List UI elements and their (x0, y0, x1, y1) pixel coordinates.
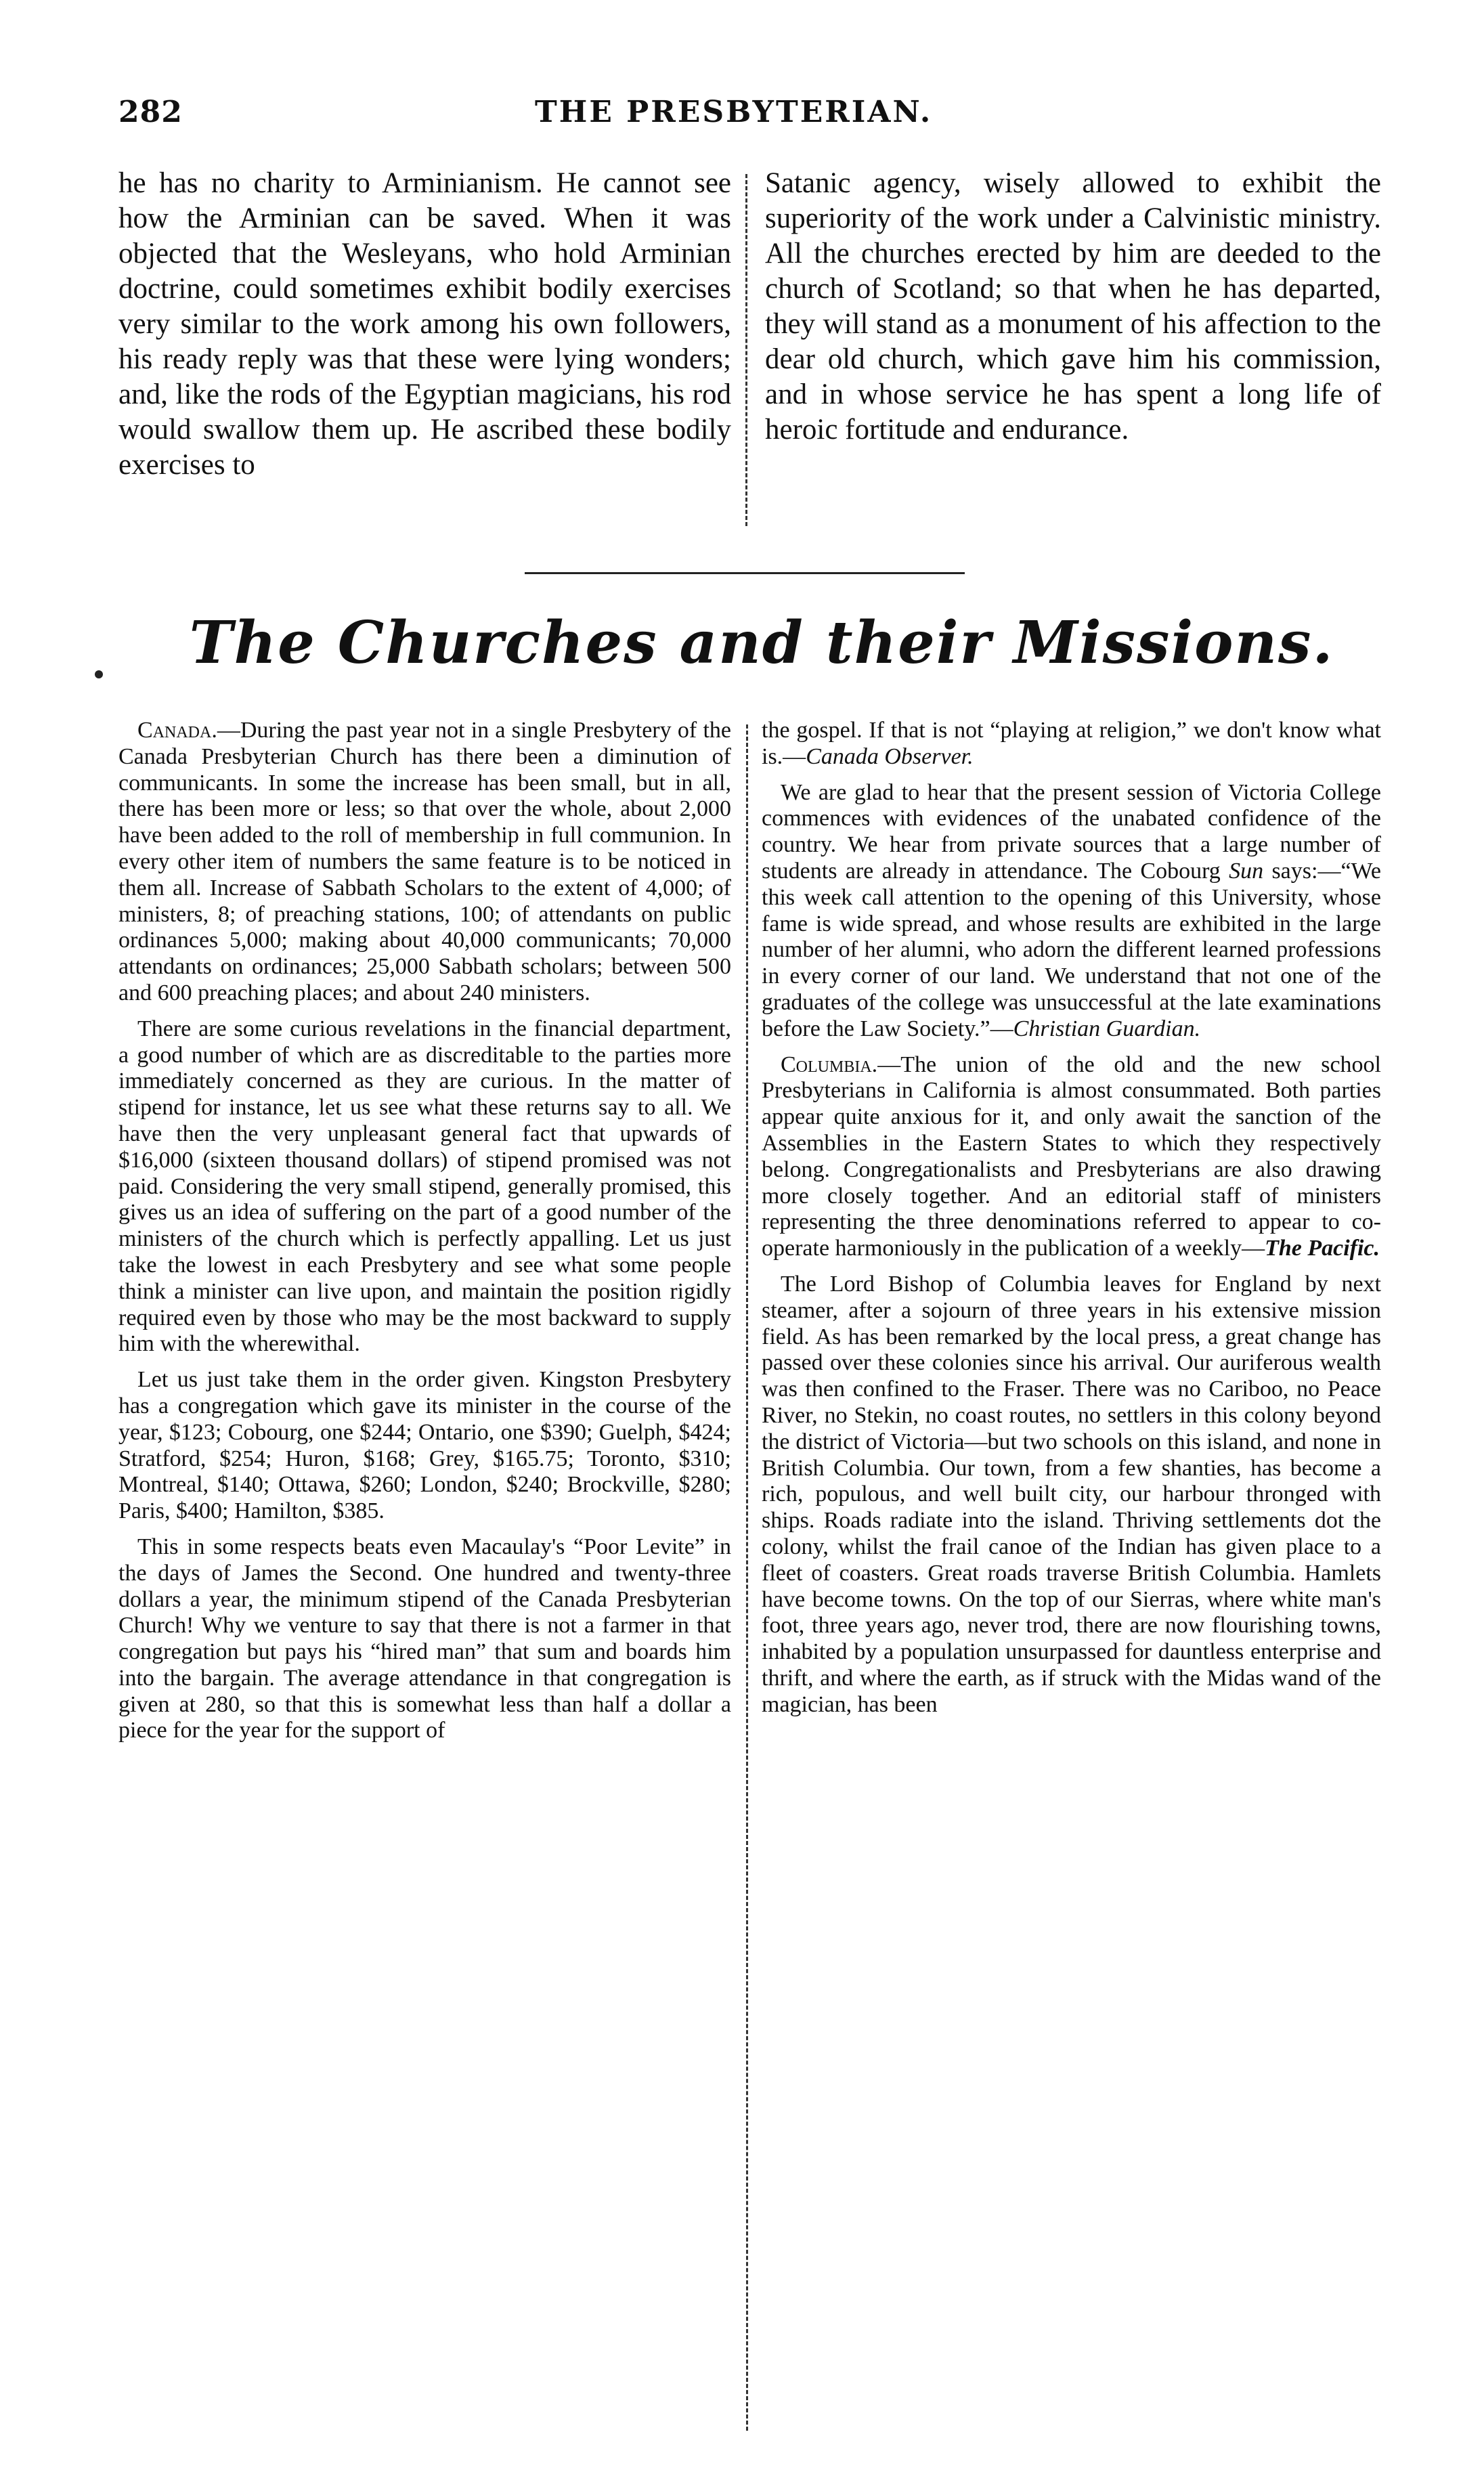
continued-article-right-column: Satanic agency, wisely allowed to exhibit the superiority of the work under a Calvinistic ministry. All the churches erected by him are deeded to the church of Scotland; so that when he has departed, they will stand as a monument of his affection to the dear old church, which gave him his commission, and in whose service he has spent a long life of heroic fortitude and endurance. (765, 167, 1381, 446)
section-heading: The Churches and their Missions. (189, 609, 1334, 677)
columbia-paragraph-2: The Lord Bishop of Columbia leaves for England by next steamer, after a sojourn of three years in his extensive mission field. As has been remarked by the local press, a great change has passed over these colonies since his arrival. Our auriferous wealth was then confined to the Fraser. There was no Cariboo, no Peace River, no Stekin, no coast routes, no settlers in this colony beyond the district of Victoria—but two schools on this island, and none in British Columbia. Our town, from a few shanties, has become a rich, populous, and well built city, our harbour thronged with ships. Roads radiate into the island. Thriving settlements dot the colony, whilst the frail canoe of the Indian has given place to a fleet of coasters. Great roads traverse British Columbia. Hamlets have become towns. On the top of our Sierras, where white man's foot, three years ago, never trod, there are now flourishing towns, inhabited by a population unsurpassed for dauntless enterprise and thrift, and where the earth, as if struck with the Midas wand of the magician, has been (762, 1271, 1381, 1717)
canada-paragraph-1 (118, 718, 731, 1007)
citation: Canada Observer. (806, 743, 974, 769)
section-rule (525, 572, 965, 574)
page-header (118, 95, 1405, 135)
right-column (762, 718, 1381, 1727)
margin-mark (95, 670, 103, 678)
canada-lead: Canada. (137, 718, 217, 743)
running-title: THE PRESBYTERIAN. (535, 95, 933, 129)
column-divider (745, 174, 747, 526)
canada-paragraph-3: Let us just take them in the order given. Kingston Presbytery has a congregation which gave its minister in the course of the year, $123; Cobourg, one $244; Ontario, one $390; Guelph, $424; Stratford, $254; Huron, $168; Grey, $165.75; Toronto, $310; Montreal, $140; Ottawa, $260; London, $240; Brockville, $280; Paris, $400; Hamilton, $385. (118, 1367, 731, 1524)
continued-article-left-column: he has no charity to Arminianism. He cannot see how the Arminian can be saved. When it was objected that the Wesleyans, who hold Arminian doctrine, could sometimes exhibit bodily exercises very similar to the work among his own followers, his ready reply was that these were lying wonders; and, like the rods of the Egyptian magicians, his rod would swallow them up. He ascribed these bodily exercises to (118, 167, 731, 481)
left-column (118, 718, 731, 1754)
columbia-lead: Columbia. (781, 1051, 878, 1077)
canada-paragraph-1-text: —During the past year not in a single Presbytery of the Canada Presbyterian Church has there been a diminution of communicants. In some the increase has been small, but in all, there has been more or less; so that over the whole, about 2,000 have been added to the roll of membership in full communion. In every other item of numbers the same feature is to be noticed in them all. Increase of Sabbath Scholars to the extent of 4,000; of ministers, 8; of preaching stations, 100; of attendants on public ordinances 5,000; making about 40,000 communicants; 70,000 attendants on ordinances; 25,000 Sabbath scholars; between 500 and 600 preaching places; and about 240 ministers. (118, 718, 731, 1005)
continued-paragraph-text: the gospel. If that is not “playing at religion,” we don't know what is.— (762, 718, 1381, 769)
victoria-text-1: We are glad to hear that the present session of Victoria College commences with evidences of the unabated confidence of the country. We hear from private sources that a large number of students are already in attendance. The Cobourg (762, 779, 1381, 884)
columbia-paragraph-1 (762, 1052, 1381, 1262)
victoria-college-paragraph (762, 780, 1381, 1043)
page-number: 282 (118, 95, 183, 129)
missions-article (118, 718, 1405, 2437)
canada-paragraph-4: This in some respects beats even Macaulay's “Poor Levite” in the days of James the Second. One hundred and twenty-three dollars a year, the minimum stipend of the Canada Presbyterian Church! Why we venture to say that there is not a farmer in that congregation but pays his “hired man” that sum and boards him into the bargain. The average attendance in that congregation is given at 280, so that this is somewhat less than half a dollar a piece for the year for the support of (118, 1534, 731, 1743)
columbia-paragraph-1-text: —The union of the old and the new school Presbyterians in California is almost consummated. Both parties appear quite anxious for it, and only await the sanction of the Assemblies in the Eastern States to which they respectively belong. Congregationalists and Presbyterians are also drawing more closely together. And an editorial staff of ministers representing the three denominations referred to appear to co-operate harmoniously in the publication of a weekly— (762, 1051, 1381, 1261)
column-divider (746, 724, 748, 2431)
newspaper-name: Sun (1229, 858, 1264, 884)
canada-paragraph-2: There are some curious revelations in the financial department, a good number of which are as discreditable to the parties more immediately concerned as they are curious. In the matter of stipend for instance, let us see what these returns say to all. We have then the very unpleasant general fact that upwards of $16,000 (sixteen thousand dollars) of stipend promised was not paid. Considering the very small stipend, generally promised, this gives us an idea of suffering on the part of a good number of the ministers of the church which is perfectly appalling. Let us just take the lowest in each Presbytery and see what some people think a minister can live upon, and maintain the position rigidly required even by those who may be the most backward to supply him with the wherewithal. (118, 1016, 731, 1357)
continued-article (118, 166, 1405, 545)
continued-paragraph (762, 718, 1381, 771)
publication-name: The Pacific. (1265, 1236, 1380, 1261)
victoria-text-2: says:—“We this week call attention to the opening of this University, whose fame is wide spread, and whose results are exhibited in the large number of her alumni, who adorn the different learned professions in every corner of our land. We understand that not one of the graduates of the college was unsuccessful at the late examinations before the Law Society.”— (762, 858, 1381, 1041)
citation: Christian Guardian. (1013, 1016, 1201, 1041)
